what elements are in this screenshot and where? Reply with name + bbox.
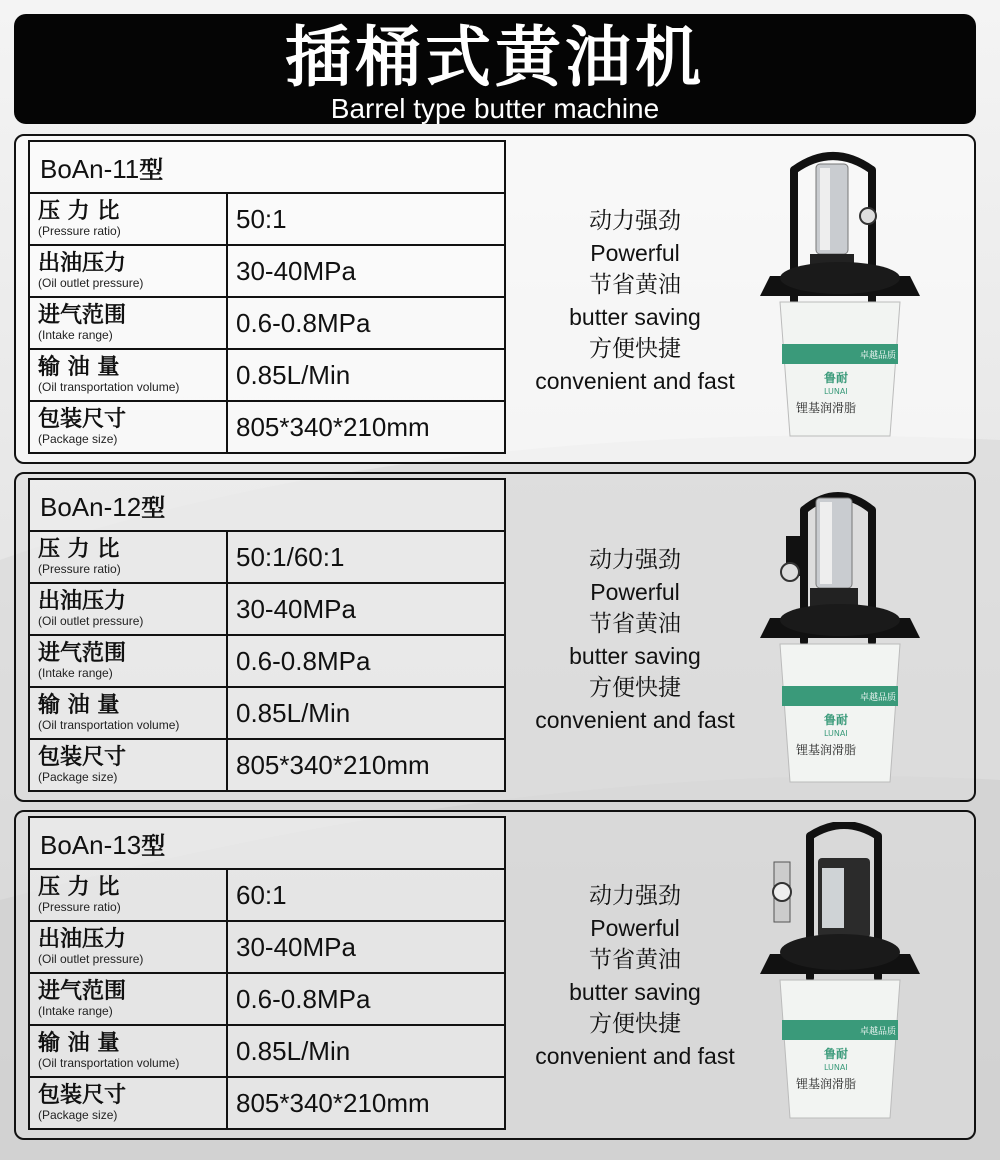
label-package-size: 包装尺寸 (Package size) xyxy=(29,1077,227,1129)
label-package-size: 包装尺寸 (Package size) xyxy=(29,739,227,791)
bucket-product: 锂基润滑脂 xyxy=(796,401,857,415)
value-volume: 0.85L/Min xyxy=(227,687,505,739)
label-outlet-pressure: 出油压力 (Oil outlet pressure) xyxy=(29,245,227,297)
grease-machine-image xyxy=(750,822,930,1122)
bucket-brand-en: LUNAI xyxy=(824,387,848,396)
feature-saving-en: butter saving xyxy=(569,979,701,1005)
feature-fast-en: convenient and fast xyxy=(535,1043,735,1069)
label-outlet-pressure: 出油压力 (Oil outlet pressure) xyxy=(29,583,227,635)
bucket-brand-top: 卓越品质 xyxy=(860,693,897,703)
spec-table-boan-12 xyxy=(28,478,506,792)
bucket-brand-cn: 鲁耐 xyxy=(824,371,849,385)
feature-saving-cn: 节省黄油 xyxy=(589,611,681,637)
feature-powerful-en: Powerful xyxy=(590,579,680,605)
label-pressure-ratio: 压 力 比 (Pressure ratio) xyxy=(29,869,227,921)
value-volume: 0.85L/Min xyxy=(227,349,505,401)
feature-list xyxy=(510,205,760,397)
bucket-brand-cn: 鲁耐 xyxy=(824,1047,849,1061)
feature-saving-en: butter saving xyxy=(569,304,701,330)
spec-table-boan-13 xyxy=(28,816,506,1130)
label-pressure-ratio: 压 力 比 (Pressure ratio) xyxy=(29,531,227,583)
value-package-size: 805*340*210mm xyxy=(227,1077,505,1129)
model-name: BoAn-12型 xyxy=(29,479,505,531)
label-volume: 输 油 量 (Oil transportation volume) xyxy=(29,1025,227,1077)
value-volume: 0.85L/Min xyxy=(227,1025,505,1077)
title-english: Barrel type butter machine xyxy=(330,93,660,124)
label-outlet-pressure: 出油压力 (Oil outlet pressure) xyxy=(29,921,227,973)
feature-powerful-en: Powerful xyxy=(590,240,680,266)
value-intake-range: 0.6-0.8MPa xyxy=(227,973,505,1025)
model-name: BoAn-13型 xyxy=(29,817,505,869)
bucket-brand-cn: 鲁耐 xyxy=(824,713,849,727)
bucket-product: 锂基润滑脂 xyxy=(796,1077,857,1091)
label-intake-range: 进气范围 (Intake range) xyxy=(29,635,227,687)
feature-powerful-cn: 动力强劲 xyxy=(589,547,681,573)
feature-powerful-cn: 动力强劲 xyxy=(589,883,681,909)
bucket-brand-top: 卓越品质 xyxy=(860,1027,897,1037)
feature-fast-en: convenient and fast xyxy=(535,707,735,733)
grease-machine-image xyxy=(750,146,930,446)
label-pressure-ratio: 压 力 比 (Pressure ratio) xyxy=(29,193,227,245)
value-outlet-pressure: 30-40MPa xyxy=(227,921,505,973)
value-outlet-pressure: 30-40MPa xyxy=(227,245,505,297)
feature-saving-cn: 节省黄油 xyxy=(589,947,681,973)
value-intake-range: 0.6-0.8MPa xyxy=(227,297,505,349)
label-volume: 输 油 量 (Oil transportation volume) xyxy=(29,349,227,401)
label-volume: 输 油 量 (Oil transportation volume) xyxy=(29,687,227,739)
bucket-brand-en: LUNAI xyxy=(824,729,848,738)
title-banner xyxy=(14,14,976,124)
bucket-product: 锂基润滑脂 xyxy=(796,743,857,757)
spec-table-boan-11 xyxy=(28,140,506,454)
value-pressure-ratio: 50:1/60:1 xyxy=(227,531,505,583)
feature-list xyxy=(510,880,760,1072)
value-package-size: 805*340*210mm xyxy=(227,401,505,453)
label-package-size: 包装尺寸 (Package size) xyxy=(29,401,227,453)
grease-machine-image xyxy=(750,486,930,786)
title-chinese: 插桶式黄油机 xyxy=(285,19,705,96)
bucket-brand-en: LUNAI xyxy=(824,1063,848,1072)
feature-fast-cn: 方便快捷 xyxy=(589,1011,681,1037)
feature-fast-cn: 方便快捷 xyxy=(589,336,681,362)
feature-list xyxy=(510,544,760,736)
value-intake-range: 0.6-0.8MPa xyxy=(227,635,505,687)
bucket-brand-top: 卓越品质 xyxy=(860,351,897,361)
feature-fast-en: convenient and fast xyxy=(535,368,735,394)
feature-fast-cn: 方便快捷 xyxy=(589,675,681,701)
feature-powerful-cn: 动力强劲 xyxy=(589,208,681,234)
model-name: BoAn-11型 xyxy=(29,141,505,193)
value-package-size: 805*340*210mm xyxy=(227,739,505,791)
value-pressure-ratio: 60:1 xyxy=(227,869,505,921)
feature-saving-en: butter saving xyxy=(569,643,701,669)
label-intake-range: 进气范围 (Intake range) xyxy=(29,973,227,1025)
feature-powerful-en: Powerful xyxy=(590,915,680,941)
value-outlet-pressure: 30-40MPa xyxy=(227,583,505,635)
feature-saving-cn: 节省黄油 xyxy=(589,272,681,298)
label-intake-range: 进气范围 (Intake range) xyxy=(29,297,227,349)
value-pressure-ratio: 50:1 xyxy=(227,193,505,245)
